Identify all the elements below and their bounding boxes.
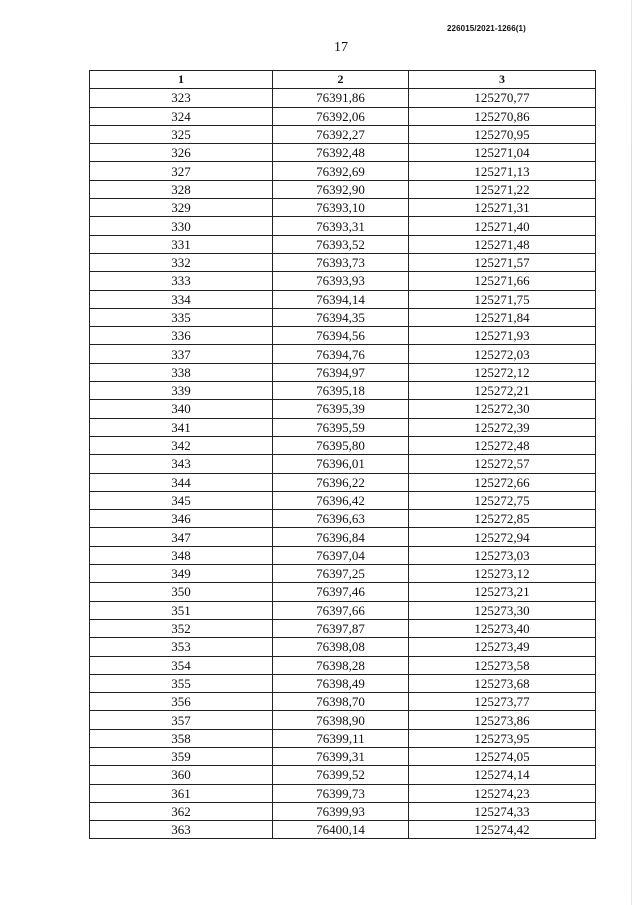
point-number-cell: 329	[90, 199, 273, 217]
y-coordinate-cell: 125272,12	[409, 363, 596, 381]
point-number-cell: 355	[90, 674, 273, 692]
table-row	[90, 693, 596, 711]
point-number-cell: 348	[90, 546, 273, 564]
y-coordinate-cell: 125273,86	[409, 711, 596, 729]
y-coordinate-cell: 125272,21	[409, 382, 596, 400]
x-coordinate-cell: 76399,93	[273, 802, 409, 820]
x-coordinate-cell: 76395,59	[273, 418, 409, 436]
table-row	[90, 345, 596, 363]
y-coordinate-cell: 125270,77	[409, 89, 596, 107]
point-number-cell: 351	[90, 601, 273, 619]
x-coordinate-cell: 76393,10	[273, 199, 409, 217]
point-number-cell: 349	[90, 565, 273, 583]
point-number-cell: 350	[90, 583, 273, 601]
point-number-cell: 352	[90, 619, 273, 637]
x-coordinate-cell: 76396,01	[273, 455, 409, 473]
x-coordinate-cell: 76396,22	[273, 473, 409, 491]
table-row	[90, 766, 596, 784]
x-coordinate-cell: 76397,25	[273, 565, 409, 583]
y-coordinate-cell: 125273,49	[409, 638, 596, 656]
point-number-cell: 346	[90, 510, 273, 528]
coordinates-table-container	[89, 70, 595, 839]
table-row	[90, 272, 596, 290]
point-number-cell: 331	[90, 235, 273, 253]
point-number-cell: 338	[90, 363, 273, 381]
x-coordinate-cell: 76399,52	[273, 766, 409, 784]
y-coordinate-cell: 125274,14	[409, 766, 596, 784]
y-coordinate-cell: 125272,66	[409, 473, 596, 491]
y-coordinate-cell: 125271,04	[409, 144, 596, 162]
table-row	[90, 638, 596, 656]
x-coordinate-cell: 76400,14	[273, 821, 409, 839]
x-coordinate-cell: 76391,86	[273, 89, 409, 107]
y-coordinate-cell: 125271,57	[409, 253, 596, 271]
table-row	[90, 546, 596, 564]
point-number-cell: 345	[90, 491, 273, 509]
y-coordinate-cell: 125271,84	[409, 308, 596, 326]
point-number-cell: 337	[90, 345, 273, 363]
y-coordinate-cell: 125273,68	[409, 674, 596, 692]
x-coordinate-cell: 76394,56	[273, 327, 409, 345]
scan-edge-line	[631, 0, 632, 905]
point-number-cell: 336	[90, 327, 273, 345]
y-coordinate-cell: 125270,95	[409, 125, 596, 143]
table-row	[90, 583, 596, 601]
y-coordinate-cell: 125273,77	[409, 693, 596, 711]
x-coordinate-cell: 76394,14	[273, 290, 409, 308]
y-coordinate-cell: 125273,03	[409, 546, 596, 564]
point-number-cell: 324	[90, 107, 273, 125]
point-number-cell: 340	[90, 400, 273, 418]
point-number-cell: 335	[90, 308, 273, 326]
point-number-cell: 339	[90, 382, 273, 400]
column-header-3: 3	[409, 71, 596, 89]
point-number-cell: 357	[90, 711, 273, 729]
table-row	[90, 711, 596, 729]
y-coordinate-cell: 125273,95	[409, 729, 596, 747]
point-number-cell: 341	[90, 418, 273, 436]
table-row	[90, 601, 596, 619]
y-coordinate-cell: 125271,93	[409, 327, 596, 345]
y-coordinate-cell: 125272,85	[409, 510, 596, 528]
column-header-2: 2	[273, 71, 409, 89]
table-row	[90, 107, 596, 125]
x-coordinate-cell: 76394,35	[273, 308, 409, 326]
x-coordinate-cell: 76398,49	[273, 674, 409, 692]
table-body	[90, 89, 596, 839]
y-coordinate-cell: 125272,03	[409, 345, 596, 363]
y-coordinate-cell: 125274,42	[409, 821, 596, 839]
x-coordinate-cell: 76392,48	[273, 144, 409, 162]
page-number: 17	[334, 40, 348, 55]
table-row	[90, 784, 596, 802]
table-row	[90, 528, 596, 546]
x-coordinate-cell: 76392,90	[273, 180, 409, 198]
table-row	[90, 747, 596, 765]
table-row	[90, 802, 596, 820]
x-coordinate-cell: 76398,08	[273, 638, 409, 656]
x-coordinate-cell: 76393,73	[273, 253, 409, 271]
x-coordinate-cell: 76397,66	[273, 601, 409, 619]
y-coordinate-cell: 125271,22	[409, 180, 596, 198]
y-coordinate-cell: 125273,21	[409, 583, 596, 601]
table-row	[90, 290, 596, 308]
document-id: 226015/2021-1266(1)	[447, 24, 526, 33]
x-coordinate-cell: 76397,87	[273, 619, 409, 637]
x-coordinate-cell: 76398,70	[273, 693, 409, 711]
y-coordinate-cell: 125271,66	[409, 272, 596, 290]
point-number-cell: 359	[90, 747, 273, 765]
point-number-cell: 347	[90, 528, 273, 546]
table-row	[90, 235, 596, 253]
coordinates-table	[89, 70, 596, 839]
point-number-cell: 363	[90, 821, 273, 839]
y-coordinate-cell: 125274,33	[409, 802, 596, 820]
point-number-cell: 360	[90, 766, 273, 784]
x-coordinate-cell: 76399,31	[273, 747, 409, 765]
y-coordinate-cell: 125274,23	[409, 784, 596, 802]
y-coordinate-cell: 125271,75	[409, 290, 596, 308]
x-coordinate-cell: 76396,84	[273, 528, 409, 546]
table-row	[90, 510, 596, 528]
y-coordinate-cell: 125273,30	[409, 601, 596, 619]
header-row	[90, 71, 596, 89]
table-row	[90, 656, 596, 674]
x-coordinate-cell: 76394,97	[273, 363, 409, 381]
y-coordinate-cell: 125273,12	[409, 565, 596, 583]
x-coordinate-cell: 76395,80	[273, 436, 409, 454]
y-coordinate-cell: 125271,48	[409, 235, 596, 253]
table-row	[90, 382, 596, 400]
point-number-cell: 362	[90, 802, 273, 820]
point-number-cell: 342	[90, 436, 273, 454]
y-coordinate-cell: 125272,94	[409, 528, 596, 546]
x-coordinate-cell: 76397,04	[273, 546, 409, 564]
x-coordinate-cell: 76393,93	[273, 272, 409, 290]
table-row	[90, 180, 596, 198]
y-coordinate-cell: 125271,31	[409, 199, 596, 217]
point-number-cell: 330	[90, 217, 273, 235]
table-row	[90, 565, 596, 583]
point-number-cell: 354	[90, 656, 273, 674]
point-number-cell: 332	[90, 253, 273, 271]
y-coordinate-cell: 125272,39	[409, 418, 596, 436]
x-coordinate-cell: 76395,39	[273, 400, 409, 418]
y-coordinate-cell: 125273,58	[409, 656, 596, 674]
table-row	[90, 674, 596, 692]
x-coordinate-cell: 76399,73	[273, 784, 409, 802]
point-number-cell: 361	[90, 784, 273, 802]
x-coordinate-cell: 76396,63	[273, 510, 409, 528]
x-coordinate-cell: 76392,06	[273, 107, 409, 125]
point-number-cell: 334	[90, 290, 273, 308]
x-coordinate-cell: 76395,18	[273, 382, 409, 400]
point-number-cell: 328	[90, 180, 273, 198]
table-row	[90, 821, 596, 839]
x-coordinate-cell: 76399,11	[273, 729, 409, 747]
table-row	[90, 144, 596, 162]
y-coordinate-cell: 125273,40	[409, 619, 596, 637]
point-number-cell: 344	[90, 473, 273, 491]
table-row	[90, 253, 596, 271]
y-coordinate-cell: 125270,86	[409, 107, 596, 125]
x-coordinate-cell: 76396,42	[273, 491, 409, 509]
y-coordinate-cell: 125274,05	[409, 747, 596, 765]
y-coordinate-cell: 125272,30	[409, 400, 596, 418]
point-number-cell: 326	[90, 144, 273, 162]
table-row	[90, 327, 596, 345]
table-row	[90, 363, 596, 381]
table-row	[90, 89, 596, 107]
x-coordinate-cell: 76398,90	[273, 711, 409, 729]
y-coordinate-cell: 125272,57	[409, 455, 596, 473]
table-row	[90, 217, 596, 235]
point-number-cell: 327	[90, 162, 273, 180]
table-row	[90, 619, 596, 637]
x-coordinate-cell: 76398,28	[273, 656, 409, 674]
x-coordinate-cell: 76393,52	[273, 235, 409, 253]
x-coordinate-cell: 76397,46	[273, 583, 409, 601]
point-number-cell: 323	[90, 89, 273, 107]
y-coordinate-cell: 125272,75	[409, 491, 596, 509]
y-coordinate-cell: 125271,13	[409, 162, 596, 180]
table-row	[90, 199, 596, 217]
x-coordinate-cell: 76392,69	[273, 162, 409, 180]
x-coordinate-cell: 76393,31	[273, 217, 409, 235]
table-row	[90, 473, 596, 491]
point-number-cell: 353	[90, 638, 273, 656]
table-row	[90, 308, 596, 326]
x-coordinate-cell: 76394,76	[273, 345, 409, 363]
column-header-1: 1	[90, 71, 273, 89]
table-row	[90, 418, 596, 436]
y-coordinate-cell: 125271,40	[409, 217, 596, 235]
point-number-cell: 356	[90, 693, 273, 711]
y-coordinate-cell: 125272,48	[409, 436, 596, 454]
table-row	[90, 125, 596, 143]
table-row	[90, 436, 596, 454]
table-row	[90, 400, 596, 418]
point-number-cell: 358	[90, 729, 273, 747]
point-number-cell: 325	[90, 125, 273, 143]
point-number-cell: 333	[90, 272, 273, 290]
x-coordinate-cell: 76392,27	[273, 125, 409, 143]
table-header	[90, 71, 596, 89]
table-row	[90, 729, 596, 747]
table-row	[90, 455, 596, 473]
point-number-cell: 343	[90, 455, 273, 473]
table-row	[90, 162, 596, 180]
table-row	[90, 491, 596, 509]
